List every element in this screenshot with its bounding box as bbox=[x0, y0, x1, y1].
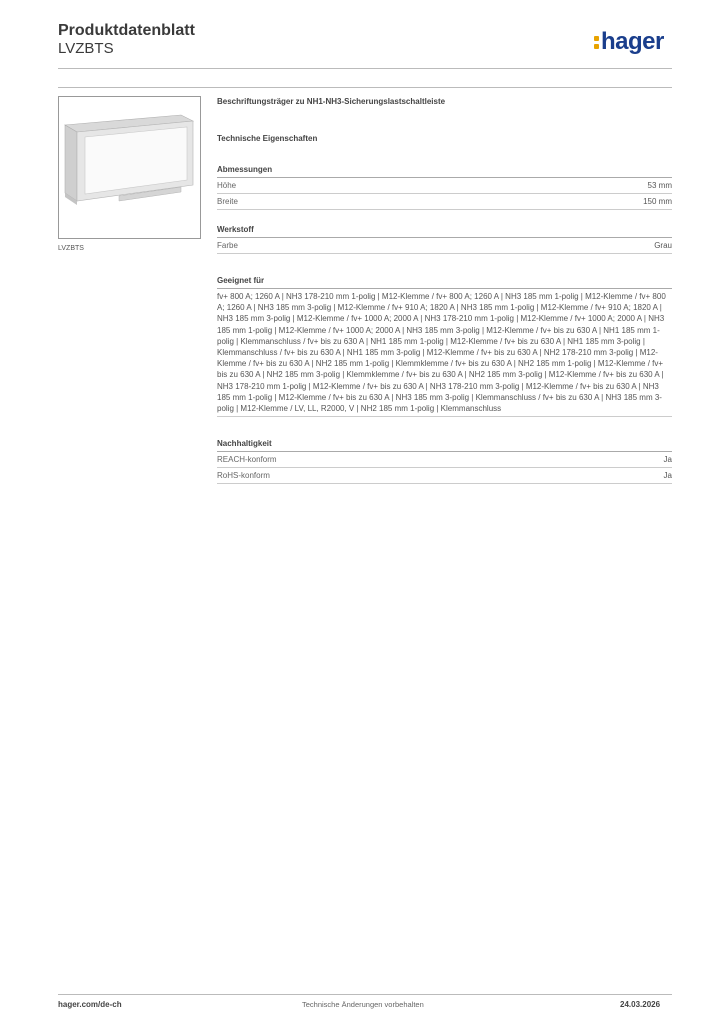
footer-divider bbox=[58, 994, 672, 995]
tech-properties-title: Technische Eigenschaften bbox=[217, 134, 318, 143]
rohs-value: Ja bbox=[663, 471, 672, 481]
logo-dots-icon bbox=[594, 33, 599, 52]
product-caption: LVZBTS bbox=[58, 245, 84, 252]
logo-text: hager bbox=[601, 28, 664, 55]
footer-date: 24.03.2026 bbox=[620, 1000, 661, 1009]
height-value: 53 mm bbox=[647, 181, 672, 190]
rohs-label: RoHS-konform bbox=[217, 471, 270, 481]
dimensions-title: Abmessungen bbox=[217, 165, 672, 178]
product-details bbox=[217, 97, 672, 484]
reach-value: Ja bbox=[663, 455, 672, 465]
table-row bbox=[217, 178, 672, 194]
material-title: Werkstoff bbox=[217, 225, 672, 238]
document-title: Produktdatenblatt bbox=[58, 22, 195, 39]
table-row bbox=[217, 238, 672, 254]
table-row bbox=[217, 194, 672, 210]
table-row bbox=[217, 468, 672, 484]
suitable-for-title: Geeignet für bbox=[217, 276, 672, 289]
header-divider bbox=[58, 68, 672, 69]
hager-logo bbox=[594, 28, 664, 56]
content-divider bbox=[58, 87, 672, 88]
product-headline: Beschriftungsträger zu NH1-NH3-Sicherungslastschaltleiste bbox=[217, 97, 446, 106]
sustainability-title: Nachhaltigkeit bbox=[217, 439, 672, 452]
footer-website-link[interactable]: hager.com/de-ch bbox=[58, 1000, 122, 1009]
reach-label: REACH-konform bbox=[217, 455, 277, 465]
label-carrier-illustration-icon bbox=[59, 97, 200, 238]
height-label: Höhe bbox=[217, 181, 237, 190]
width-value: 150 mm bbox=[643, 197, 672, 206]
color-value: Grau bbox=[654, 241, 672, 250]
color-label: Farbe bbox=[217, 241, 238, 250]
width-label: Breite bbox=[217, 197, 238, 206]
table-row bbox=[217, 452, 672, 468]
suitable-for-text: fv+ 800 A; 1260 A | NH3 178-210 mm 1-polig | M12-Klemme / fv+ 800 A; 1260 A | NH3 185 mm 1-polig | M12-Klemme / fv+ 800 A; 1260 A | NH3 185 mm 3-polig | M12-Klemme / fv+ 910 A; 1820 A | NH3 185 mm 1-polig | M12-Klemme / fv+ 910 A; 1820 A | NH3 185 mm 3-polig | M12-Klemme / fv+ 1000 A; 2000 A | NH3 178-210 mm 1-polig | M12-Klemme / fv+ 1000 A; 2000 A | NH3 185 mm 1-polig | M12-Klemme / fv+ 1000 A; 2000 A | NH3 185 mm 3-polig | M12-Klemme / fv+ bis zu 630 A | NH1 185 mm 1-polig | Klemmanschluss / fv+ bis zu 630 A | NH1 185 mm 1-polig | M12-Klemme / fv+ bis zu 630 A | NH1 185 mm 3-polig | Klemmanschluss / fv+ bis zu 630 A | NH1 185 mm 3-polig | M12-Klemme / fv+ bis zu 630 A | NH2 178-210 mm 3-polig | M12-Klemme / fv+ bis zu 630 A | NH2 185 mm 1-polig | Klemmklemme / fv+ bis zu 630 A | NH2 185 mm 1-polig | M12-Klemme / fv+ bis zu 630 A | NH2 185 mm 3-polig | Klemmklemme / fv+ bis zu 630 A | NH2 185 mm 3-polig | M12-Klemme / fv+ bis zu 630 A | NH3 178-210 mm 1-polig | M12-Klemme / fv+ bis zu 630 A | NH3 178-210 mm 3-polig | M12-Klemme / fv+ bis zu 630 A | NH3 185 mm 1-polig | M12-Klemme / fv+ bis zu 630 A | NH3 185 mm 3-polig | Klemmanschluss / fv+ bis zu 630 A | NH3 185 mm 3-polig | M12-Klemme / LV, LL, R2000, V | NH2 185 mm 1-polig | Klemmanschluss bbox=[217, 289, 672, 417]
footer-disclaimer: Technische Änderungen vorbehalten bbox=[302, 1000, 424, 1009]
document-subtitle: LVZBTS bbox=[58, 40, 114, 57]
product-image bbox=[58, 96, 201, 239]
